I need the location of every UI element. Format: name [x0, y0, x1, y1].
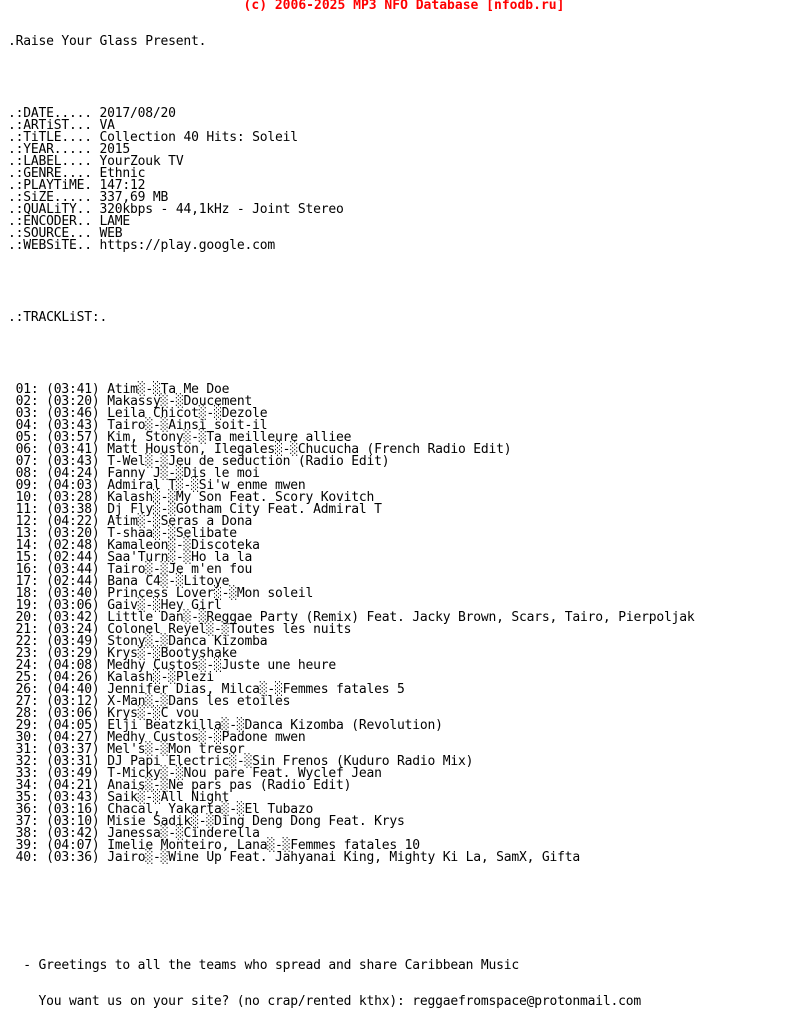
info-label: .:DATE..... [8, 106, 92, 121]
track-title: Tairo░-░Ainsi soit-il [107, 418, 268, 433]
track-duration: (02:48) [46, 538, 100, 553]
track-number: 16: [15, 562, 39, 577]
track-number: 23: [15, 646, 39, 661]
track-duration: (03:46) [46, 406, 100, 421]
track-duration: (04:05) [46, 718, 100, 733]
track-number: 01: [15, 382, 39, 397]
track-title: Fanny J░-░Dis le moi [107, 466, 260, 481]
track-number: 15: [15, 550, 39, 565]
track-number: 13: [15, 526, 39, 541]
track-title: Admiral T░-░Si'w enme mwen [107, 478, 306, 493]
track-duration: (03:29) [46, 646, 100, 661]
track-number: 30: [15, 730, 39, 745]
track-duration: (04:24) [46, 466, 100, 481]
nfo-text [8, 12, 694, 1020]
nfodb-header: (c) 2006-2025 MP3 NFO Database [nfodb.ru] [243, 0, 565, 13]
track-title: Jennifer Dias, Milca░-░Femmes fatales 5 [107, 682, 405, 697]
track-duration: (03:16) [46, 802, 100, 817]
track-number: 11: [15, 502, 39, 517]
track-number: 34: [15, 778, 39, 793]
track-title: Chacal, Yakarta░-░El Tubazo [107, 802, 314, 817]
track-number: 24: [15, 658, 39, 673]
track-number: 35: [15, 790, 39, 805]
track-title: T-Micky░-░Nou pare Feat. Wyclef Jean [107, 766, 382, 781]
track-duration: (03:06) [46, 598, 100, 613]
track-duration: (03:49) [46, 766, 100, 781]
track-duration: (04:21) [46, 778, 100, 793]
info-row [8, 240, 694, 252]
tracklist [8, 384, 694, 864]
track-title: Mel's░-░Mon tresor [107, 742, 245, 757]
track-duration: (03:42) [46, 610, 100, 625]
track-title: Princess Lover░-░Mon soleil [107, 586, 314, 601]
track-title: Anais░-░Ne pars pas (Radio Edit) [107, 778, 352, 793]
track-title: Misie Sadik░-░Ding Deng Dong Feat. Krys [107, 814, 405, 829]
track-duration: (02:44) [46, 550, 100, 565]
track-title: Krys░-░Bootyshake [107, 646, 237, 661]
info-label: .:SOURCE... [8, 226, 92, 241]
blank-line [8, 72, 694, 84]
contact-line [8, 996, 694, 1008]
blank-line [8, 348, 694, 360]
track-title: Saik░-░All Night [107, 790, 230, 805]
info-label: .:SiZE..... [8, 190, 92, 205]
track-number: 20: [15, 610, 39, 625]
track-number: 29: [15, 718, 39, 733]
info-value: 320kbps - 44,1kHz - Joint Stereo [99, 202, 344, 217]
track-title: Colonel Reyel░-░Toutes les nuits [107, 622, 352, 637]
info-label: .:QUALiTY.. [8, 202, 92, 217]
track-title: Medhy Custos░-░Padone mwen [107, 730, 306, 745]
track-duration: (04:27) [46, 730, 100, 745]
tracklist-title: .:TRACKLiST:. [8, 310, 108, 325]
track-row [8, 852, 694, 864]
blank-line [8, 924, 694, 936]
track-title: Little Dan░-░Reggae Party (Remix) Feat. Jacky Brown, Scars, Tairo, Pierpoljak [107, 610, 695, 625]
track-number: 25: [15, 670, 39, 685]
track-title: Bana C4░-░Litoye [107, 574, 230, 589]
track-number: 08: [15, 466, 39, 481]
track-duration: (03:31) [46, 754, 100, 769]
track-number: 31: [15, 742, 39, 757]
track-number: 36: [15, 802, 39, 817]
track-number: 40: [15, 850, 39, 865]
track-title: Medhy Custos░-░Juste une heure [107, 658, 337, 673]
track-title: Gaiv░-░Hey Girl [107, 598, 222, 613]
track-number: 17: [15, 574, 39, 589]
track-duration: (04:03) [46, 478, 100, 493]
info-value: YourZouk TV [99, 154, 184, 169]
track-title: Atim░-░Ta Me Doe [107, 382, 230, 397]
track-title: DJ Papi Electric░-░Sin Frenos (Kuduro Radio Mix) [107, 754, 474, 769]
track-duration: (03:41) [46, 382, 100, 397]
track-number: 07: [15, 454, 39, 469]
track-title: Makassy░-░Doucement [107, 394, 253, 409]
info-value: LAME [99, 214, 131, 229]
info-value: VA [99, 118, 115, 133]
track-number: 18: [15, 586, 39, 601]
info-value: Ethnic [99, 166, 146, 181]
track-number: 12: [15, 514, 39, 529]
track-duration: (03:43) [46, 790, 100, 805]
intro-line: .Raise Your Glass Present. [8, 34, 207, 49]
track-title: Kamaleon░-░Discoteka [107, 538, 260, 553]
blank-line [8, 276, 694, 288]
info-value: Collection 40 Hits: Soleil [99, 130, 298, 145]
track-number: 02: [15, 394, 39, 409]
contact-text: You want us on your site? (no crap/rented kthx): reggaefromspace@protonmail.com [38, 994, 642, 1009]
track-duration: (03:49) [46, 634, 100, 649]
track-duration: (03:36) [46, 850, 100, 865]
track-number: 33: [15, 766, 39, 781]
track-title: Elji Beatzkilla░-░Danca Kizomba (Revolution) [107, 718, 443, 733]
track-duration: (03:42) [46, 826, 100, 841]
track-title: X-Man░-░Dans les etoiles [107, 694, 291, 709]
track-title: Kalash░-░Plezi [107, 670, 214, 685]
track-number: 21: [15, 622, 39, 637]
track-duration: (02:44) [46, 574, 100, 589]
track-duration: (03:20) [46, 526, 100, 541]
track-number: 22: [15, 634, 39, 649]
track-duration: (04:22) [46, 514, 100, 529]
greetings-line [8, 960, 694, 972]
track-number: 09: [15, 478, 39, 493]
track-title: Leila Chicot░-░Dezole [107, 406, 268, 421]
track-title: Tairo░-░Je m'en fou [107, 562, 253, 577]
track-number: 39: [15, 838, 39, 853]
track-duration: (03:57) [46, 430, 100, 445]
info-value[interactable]: https://play.google.com [99, 238, 275, 253]
info-label: .:PLAYTiME. [8, 178, 92, 193]
track-duration: (03:10) [46, 814, 100, 829]
track-number: 19: [15, 598, 39, 613]
track-duration: (04:07) [46, 838, 100, 853]
info-label: .:LABEL.... [8, 154, 92, 169]
info-value: 147:12 [99, 178, 146, 193]
release-info [8, 108, 694, 252]
track-duration: (03:12) [46, 694, 100, 709]
track-duration: (04:40) [46, 682, 100, 697]
track-title: T-Wel░-░Jeu de seduction (Radio Edit) [107, 454, 390, 469]
info-label: .:ENCODER.. [8, 214, 92, 229]
track-duration: (04:26) [46, 670, 100, 685]
track-number: 05: [15, 430, 39, 445]
track-title: Atim░-░Seras a Dona [107, 514, 253, 529]
info-label: .:GENRE.... [8, 166, 92, 181]
info-label: .:WEBSiTE.. [8, 238, 92, 253]
track-number: 14: [15, 538, 39, 553]
track-duration: (03:43) [46, 418, 100, 433]
info-value: WEB [99, 226, 123, 241]
track-duration: (03:06) [46, 706, 100, 721]
greetings-text: - Greetings to all the teams who spread and share Caribbean Music [23, 958, 519, 973]
track-duration: (04:08) [46, 658, 100, 673]
track-duration: (03:37) [46, 742, 100, 757]
track-number: 27: [15, 694, 39, 709]
track-title: Kalash░-░My Son Feat. Scory Kovitch [107, 490, 375, 505]
track-duration: (03:40) [46, 586, 100, 601]
track-title: Jairo░-░Wine Up Feat. Jahyanai King, Mighty Ki La, SamX, Gifta [107, 850, 581, 865]
track-number: 32: [15, 754, 39, 769]
info-value: 2015 [99, 142, 131, 157]
track-duration: (03:20) [46, 394, 100, 409]
track-duration: (03:24) [46, 622, 100, 637]
track-title: Dj Fly░-░Gotham City Feat. Admiral T [107, 502, 382, 517]
track-number: 10: [15, 490, 39, 505]
track-duration: (03:28) [46, 490, 100, 505]
track-duration: (03:41) [46, 442, 100, 457]
blank-line [8, 888, 694, 900]
track-title: T-shaa░-░Selibate [107, 526, 237, 541]
info-label: .:ARTiST... [8, 118, 92, 133]
track-title: Stony░-░Danca Kizomba [107, 634, 268, 649]
track-duration: (03:38) [46, 502, 100, 517]
info-value: 2017/08/20 [99, 106, 176, 121]
track-number: 03: [15, 406, 39, 421]
track-number: 06: [15, 442, 39, 457]
track-title: Imelie Monteiro, Lana░-░Femmes fatales 10 [107, 838, 420, 853]
track-duration: (03:44) [46, 562, 100, 577]
track-title: Janessa░-░Cinderella [107, 826, 260, 841]
track-number: 37: [15, 814, 39, 829]
track-duration: (03:43) [46, 454, 100, 469]
track-title: Saa'Turn░-░Ho la la [107, 550, 253, 565]
track-number: 04: [15, 418, 39, 433]
track-title: Kim, Stony░-░Ta meilleure alliee [107, 430, 352, 445]
track-number: 26: [15, 682, 39, 697]
info-value: 337,69 MB [99, 190, 169, 205]
info-label: .:TiTLE.... [8, 130, 92, 145]
track-number: 38: [15, 826, 39, 841]
info-label: .:YEAR..... [8, 142, 92, 157]
track-title: Krys░-░C vou [107, 706, 199, 721]
track-number: 28: [15, 706, 39, 721]
track-title: Matt Houston, Ilegales░-░Chucucha (French Radio Edit) [107, 442, 512, 457]
